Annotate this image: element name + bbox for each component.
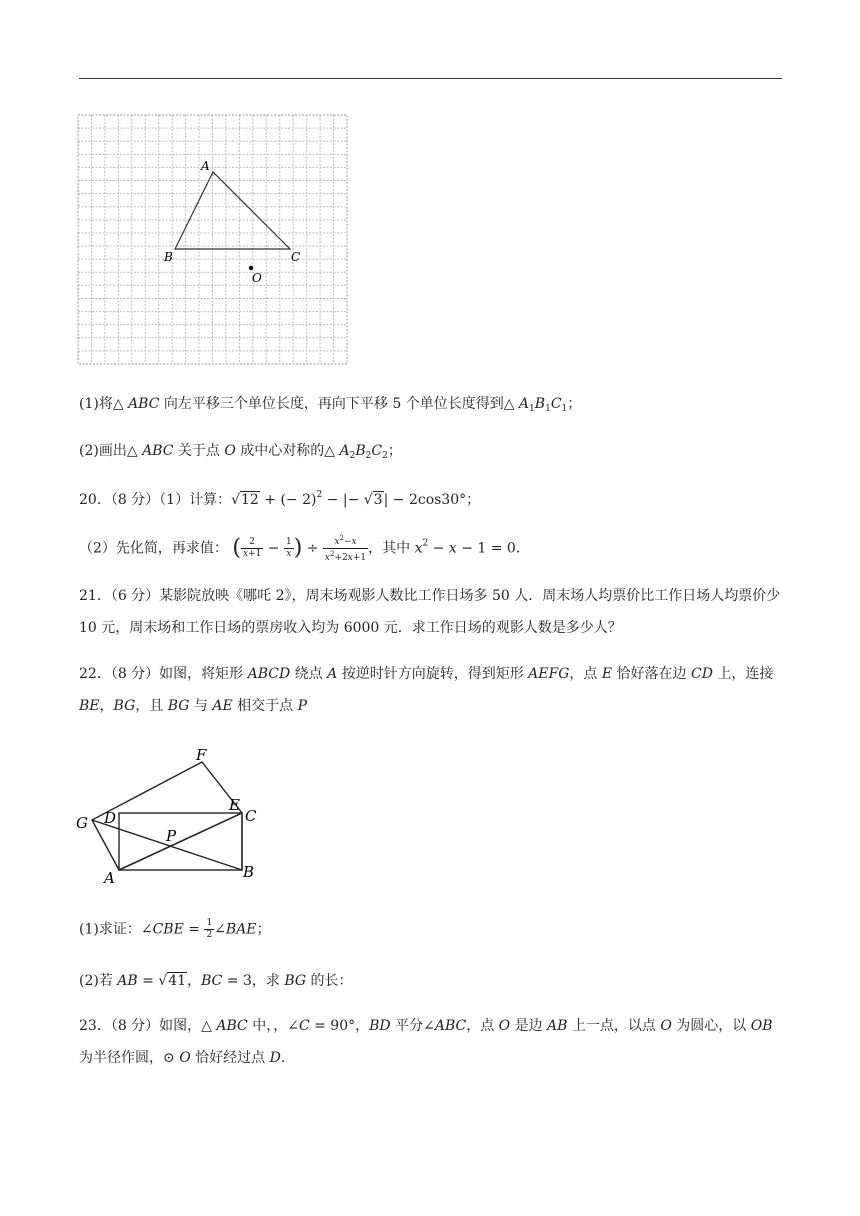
- label-e: E: [229, 796, 240, 814]
- q21-text: 21．（6 分）某影院放映《哪吒 2》，周末场观影人数比工作日场多 50 人．周末场人均票价比工作日场人均票价少 10 元，周末场和工作日场的票房收入均为 6000 元．求工作日场的观影人数是多少人？: [79, 588, 781, 636]
- q22-text: 22．（8 分）如图，将矩形 ABCD 绕点 A 按逆时针方向旋转，得到矩形 AEFG，点 E 恰好落在边 CD 上，连接 BE，BG，且 BG 与 AE 相交于点 P: [79, 666, 774, 714]
- q22-part2: (2)若 AB = √41，BC = 3，求 BG 的长：: [79, 973, 353, 989]
- label-p: P: [166, 827, 177, 845]
- label-b2: B: [243, 863, 255, 881]
- label-a: A: [201, 159, 210, 173]
- rectangle-rotation-figure: [72, 740, 272, 890]
- q23-text: 23．（8 分）如图，△ ABC 中，，∠C = 90°，BD 平分∠ABC，点 O 是边 AB 上一点，以点 O 为圆心，以 OB 为半径作圆，⊙ O 恰好经过点 D.: [79, 1018, 773, 1066]
- label-c: C: [291, 250, 301, 264]
- header-rule: [79, 78, 782, 79]
- label-g: G: [76, 814, 88, 832]
- q19-part1: (1)将△ ABC 向左平移三个单位长度，再向下平移 5 个单位长度得到△ $A_1B_1C_1$；: [79, 396, 582, 414]
- label-c2: C: [245, 807, 257, 825]
- grid-triangle-figure: [77, 114, 349, 366]
- label-f: F: [196, 746, 207, 764]
- triangle-abc: [175, 172, 290, 249]
- label-o: O: [252, 271, 262, 285]
- label-d: D: [104, 809, 117, 827]
- q20-part2: （2）先化简，再求值： ( $\frac{2}{x+1}$ − $\frac{1}{x}$ ) ÷ $\frac{x^2-x}{x^2+2x+1}$ ，其中 $x^2 - x - 1 = 0$．: [79, 534, 530, 563]
- q19-part2: (2)画出△ ABC 关于点 O 成中心对称的△ $A_2B_2C_2$；: [79, 443, 402, 461]
- label-b: B: [164, 250, 173, 264]
- point-o: [249, 266, 253, 270]
- q22-part1: (1)求证：∠CBE = $\frac{1}{2}$ ∠BAE；: [79, 918, 271, 940]
- q20-part1: 20．（8 分）（1）计算：√12 + (− 2)$^2$ − |− √3| − 2cos30°；: [79, 490, 481, 508]
- label-a2: A: [104, 869, 115, 887]
